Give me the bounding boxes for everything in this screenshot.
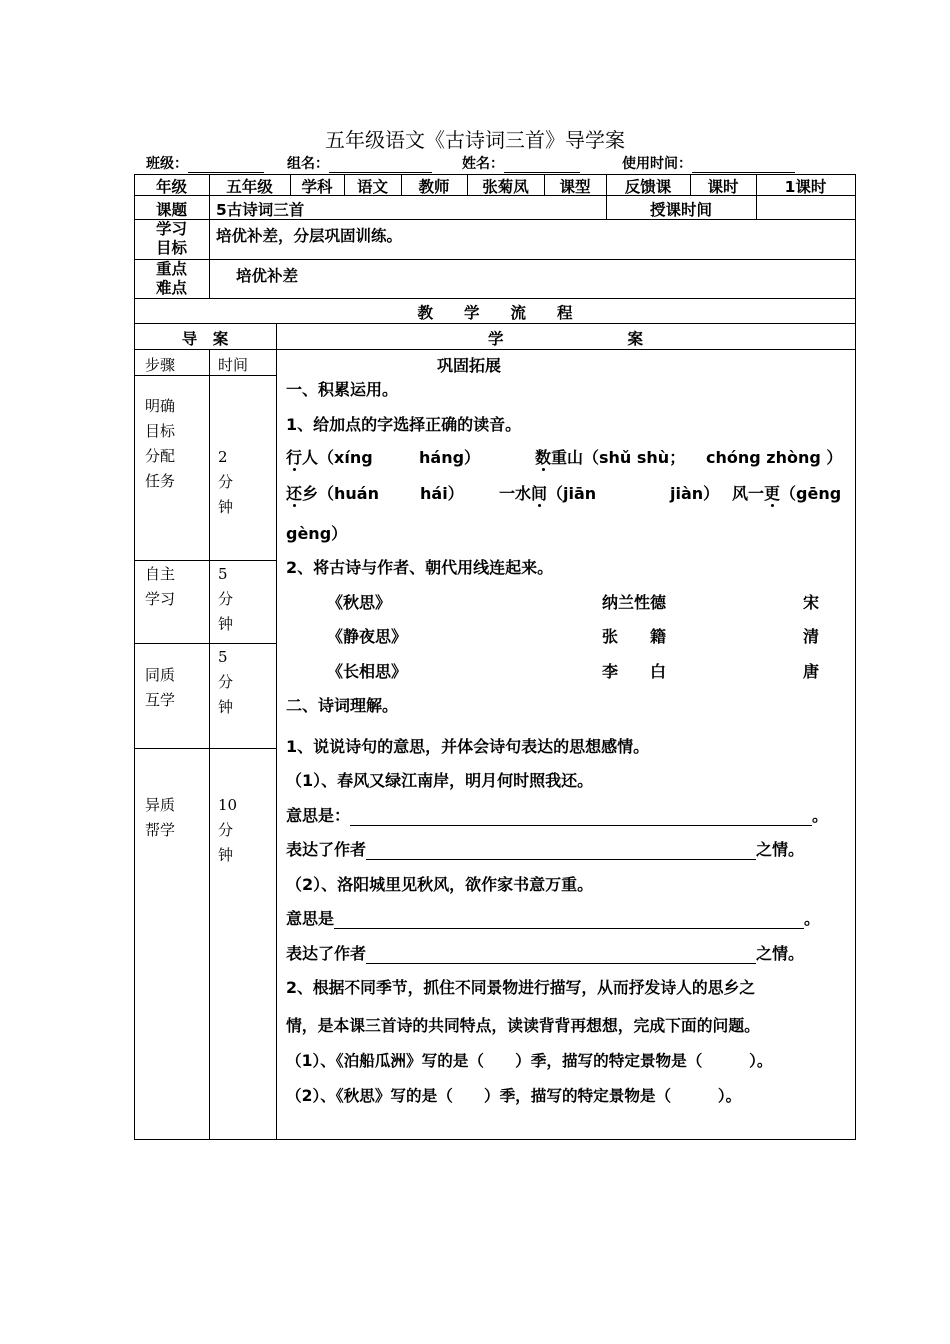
poem-line-2: （2）、洛阳城里见秋风，欲作家书意万重。: [286, 875, 594, 894]
meaning-2-blank[interactable]: [334, 912, 804, 929]
pinyin-line-1c: 数重山（shǔ shù；: [535, 448, 686, 467]
step-1: 明确 目标 分配 任务: [145, 397, 176, 490]
name-blank[interactable]: [504, 158, 580, 173]
question-1: 1、给加点的字选择正确的读音。: [286, 415, 522, 434]
teach-time-blank[interactable]: [757, 196, 854, 218]
express-2-blank[interactable]: [366, 947, 756, 964]
time-1: 2 分 钟: [218, 448, 234, 516]
subject-label: 学科: [301, 178, 333, 196]
page-title: 五年级语文《古诗词三首》导学案: [325, 128, 625, 152]
class-label: 班级：: [146, 156, 188, 172]
pinyin-line-2: 还乡（huán: [286, 484, 379, 503]
pinyin-line-2d: jiàn）: [670, 484, 720, 503]
teach-time-label: 授课时间: [649, 201, 712, 219]
express-2[interactable]: 表达了作者 之情。: [286, 944, 805, 963]
section-1-title: 一、积累运用。: [286, 380, 399, 399]
match-poem-1: 《秋思》: [327, 593, 392, 612]
learn-heading: 学 案: [487, 330, 643, 348]
flow-heading: 教 学 流 程: [417, 304, 573, 322]
date-blank[interactable]: [692, 158, 795, 173]
express-1[interactable]: 表达了作者 之情。: [286, 840, 805, 859]
date-field[interactable]: [622, 153, 795, 173]
name-field[interactable]: [462, 153, 580, 173]
match-author-1: 纳兰性德: [602, 593, 667, 612]
pinyin-line-1d: chóng zhòng ）: [706, 448, 843, 467]
question-3: 1、说说诗句的意思，并体会诗句表达的思想感情。: [286, 737, 650, 756]
content-heading: 巩固拓展: [437, 356, 502, 375]
question-2: 2、将古诗与作者、朝代用线连起来。: [286, 558, 554, 577]
name-label: 姓名：: [462, 156, 504, 172]
time-4: 10 分 钟: [218, 796, 238, 864]
pinyin-line-1: 行人（xíng: [286, 448, 373, 467]
class-blank[interactable]: [188, 158, 264, 173]
grade-value: 五年级: [226, 178, 273, 196]
group-label: 组名：: [287, 156, 329, 172]
match-dynasty-3: 唐: [803, 662, 820, 681]
question-4a: （1）、《泊船瓜洲》写的是（ ）季，描写的特定景物是（ ）。: [286, 1052, 773, 1070]
step-header: 步骤: [145, 356, 176, 374]
pinyin-line-1b: háng）: [419, 448, 481, 467]
time-header: 时间: [218, 356, 249, 374]
question-4b: （2）、《秋思》写的是（ ）季，描写的特定景物是（ ）。: [286, 1087, 742, 1105]
grade-label: 年级: [155, 178, 187, 196]
step-2: 自主 学习: [145, 565, 176, 608]
period-label: 课时: [707, 178, 739, 196]
pinyin-line-3: gèng）: [286, 524, 348, 543]
meaning-1-blank[interactable]: [350, 809, 812, 826]
match-dynasty-2: 清: [803, 627, 820, 646]
group-blank[interactable]: [329, 158, 432, 173]
meaning-2[interactable]: 意思是 。: [286, 909, 821, 928]
class-field[interactable]: [146, 153, 264, 173]
poem-line-1: （1）、春风又绿江南岸，明月何时照我还。: [286, 771, 594, 790]
question-4-line-1: 2、根据不同季节，抓住不同景物进行描写，从而抒发诗人的思乡之: [286, 978, 756, 997]
key-value: 培优补差: [236, 267, 299, 285]
group-field[interactable]: [287, 153, 432, 173]
step-4: 异质 帮学: [145, 796, 176, 839]
meaning-1[interactable]: 意思是： 。: [286, 806, 829, 825]
question-4-line-2: 情，是本课三首诗的共同特点，读读背背再想想，完成下面的问题。: [286, 1016, 760, 1035]
key-label: 重点 难点: [155, 260, 187, 297]
time-3: 5 分 钟: [218, 648, 234, 716]
match-poem-2: 《静夜思》: [327, 627, 408, 646]
lesson-type-value: 反馈课: [624, 178, 672, 196]
subject-value: 语文: [356, 178, 388, 196]
match-author-2: 张 籍: [602, 627, 667, 646]
step-3: 同质 互学: [145, 666, 176, 709]
teacher-value: 张菊凤: [482, 178, 529, 196]
goal-label: 学习 目标: [155, 220, 187, 257]
pinyin-line-2c: 一水间（jiān: [499, 484, 597, 503]
period-value: 1课时: [784, 178, 827, 196]
match-dynasty-1: 宋: [803, 593, 820, 612]
date-label: 使用时间：: [622, 156, 692, 172]
section-2-title: 二、诗词理解。: [286, 696, 399, 715]
goal-value: 培优补差，分层巩固训练。: [216, 227, 403, 245]
time-2: 5 分 钟: [218, 565, 234, 633]
teacher-label: 教师: [418, 178, 450, 196]
match-author-3: 李 白: [602, 662, 667, 681]
topic-label: 课题: [155, 201, 187, 219]
match-poem-3: 《长相思》: [327, 662, 408, 681]
lesson-type-label: 课型: [559, 178, 591, 196]
guide-heading: 导 案: [181, 330, 229, 348]
pinyin-line-2b: hái）: [420, 484, 464, 503]
express-1-blank[interactable]: [366, 843, 756, 860]
topic-value: 5古诗词三首: [216, 201, 305, 219]
pinyin-line-2e: 风一更（gēng: [732, 484, 842, 503]
